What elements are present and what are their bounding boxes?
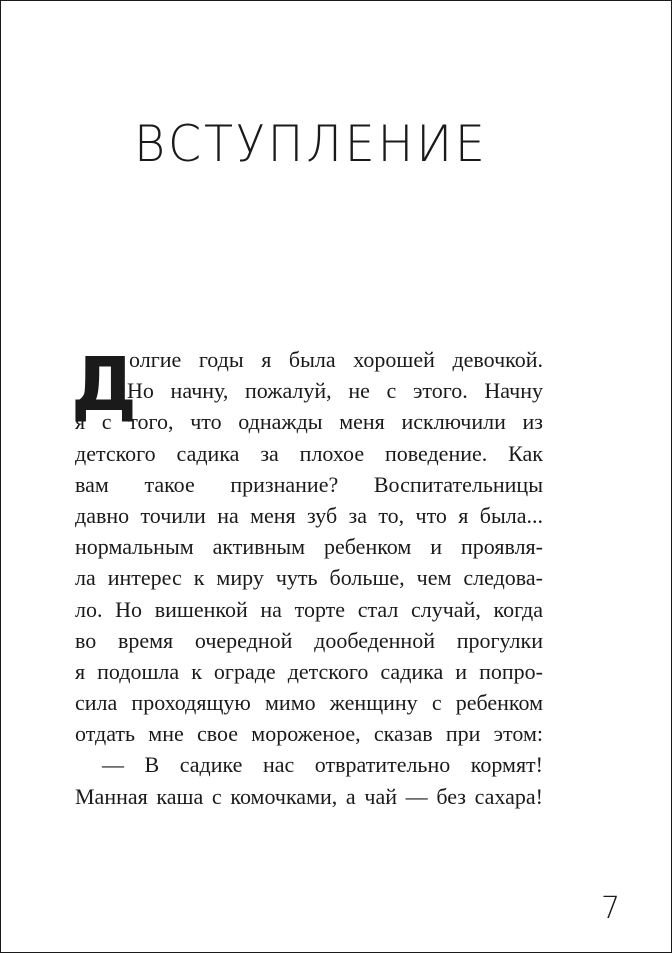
text-line: нормальным активным ребенком и проявля-	[75, 534, 543, 560]
text-line: сила проходящую мимо женщину с ребенком	[75, 690, 543, 716]
text-line: ло. Но вишенкой на торте стал случай, когда	[75, 596, 543, 622]
chapter-title: ВСТУПЛЕНИЕ	[134, 115, 488, 173]
text-line: я с того, что однажды меня исключили из	[75, 409, 543, 435]
text-line: ла интерес к миру чуть больше, чем следова-	[75, 565, 543, 591]
text-line: — В садике нас отвратительно кормят!	[102, 752, 543, 778]
drop-cap: Д	[71, 342, 137, 428]
text-line: Манная каша с комочками, а чай — без сахара!	[75, 783, 543, 809]
text-line: отдать мне свое мороженое, сказав при этом:	[75, 721, 543, 747]
text-line: детского садика за плохое поведение. Как	[75, 440, 543, 466]
text-line: Но начну, пожалуй, не с этого. Начну	[127, 378, 543, 404]
text-line: я подошла к ограде детского садика и попро-	[75, 658, 543, 684]
text-line: вам такое признание? Воспитательницы	[75, 471, 543, 497]
text-line: давно точили на меня зуб за то, что я была...	[75, 502, 543, 528]
page-number: 7	[601, 891, 621, 926]
text-line: олгие годы я была хорошей девочкой.	[129, 347, 543, 372]
text-line: во время очередной дообеденной прогулки	[75, 627, 543, 653]
body-text	[71, 342, 543, 812]
